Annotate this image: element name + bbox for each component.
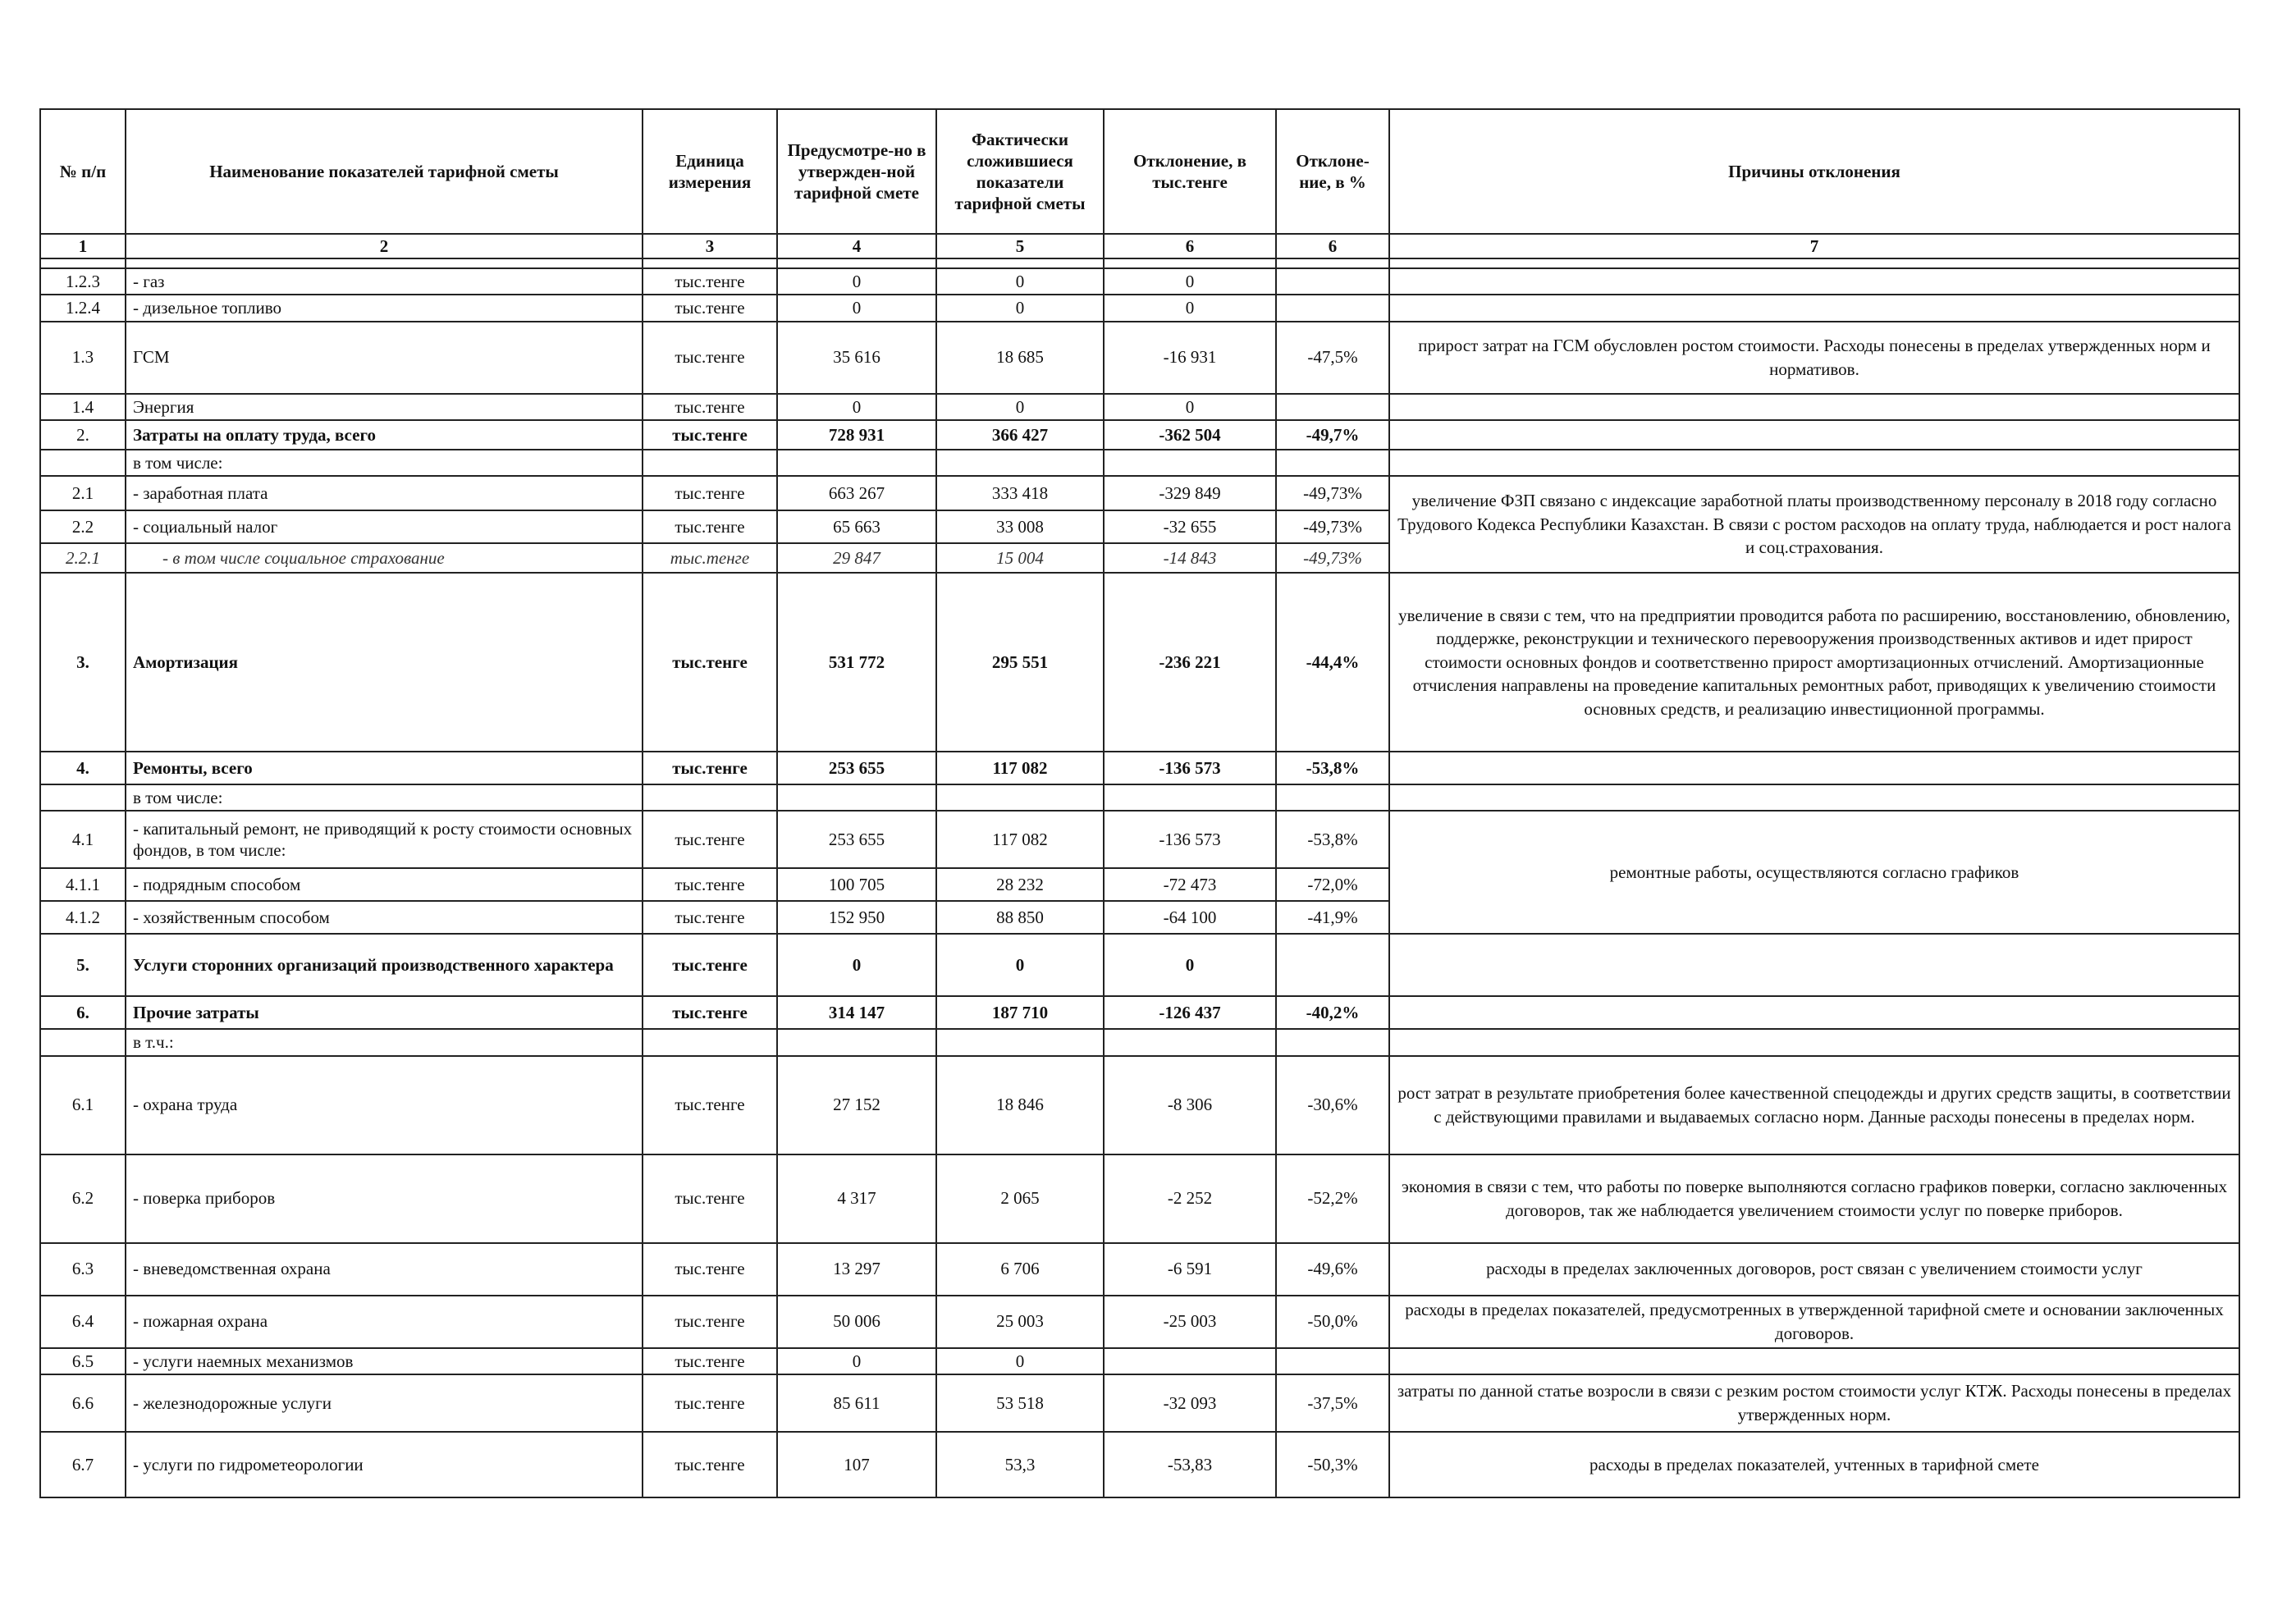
row-actual: 0 [936, 1348, 1104, 1374]
row-name: - хозяйственным способом [126, 901, 643, 934]
table-row [40, 322, 2239, 394]
row-name: - в том числе социальное страхование [126, 543, 643, 573]
row-unit: тыс.тенге [643, 1348, 777, 1374]
row-planned: 29 847 [777, 543, 936, 573]
row-actual: 25 003 [936, 1296, 1104, 1348]
row-name: Ремонты, всего [126, 752, 643, 784]
table-row [40, 752, 2239, 784]
row-deviation-pct: -49,7% [1276, 420, 1389, 450]
row-unit: тыс.тенге [643, 476, 777, 510]
row-unit [643, 784, 777, 811]
row-unit: тыс.тенге [643, 1154, 777, 1243]
row-planned [777, 1029, 936, 1055]
row-deviation-pct: -30,6% [1276, 1056, 1389, 1154]
row-reason [1389, 1029, 2239, 1055]
row-actual [936, 450, 1104, 476]
row-unit: тыс.тенге [643, 394, 777, 420]
row-number: 6.6 [40, 1374, 126, 1432]
row-name: - дизельное топливо [126, 295, 643, 321]
row-number: 1.3 [40, 322, 126, 394]
row-planned: 107 [777, 1432, 936, 1497]
row-unit: тыс.тенге [643, 1374, 777, 1432]
row-unit [643, 450, 777, 476]
row-number: 6.4 [40, 1296, 126, 1348]
row-name: Услуги сторонних организаций производственного характера [126, 934, 643, 996]
table-header-row [40, 109, 2239, 234]
table-body [40, 268, 2239, 1497]
table-row [40, 996, 2239, 1029]
row-actual: 0 [936, 268, 1104, 295]
row-actual: 0 [936, 394, 1104, 420]
row-planned: 27 152 [777, 1056, 936, 1154]
row-actual [936, 784, 1104, 811]
row-deviation-abs [1104, 784, 1276, 811]
row-number: 1.2.3 [40, 268, 126, 295]
row-number: 1.2.4 [40, 295, 126, 321]
table-row [40, 1432, 2239, 1497]
row-deviation-abs: 0 [1104, 268, 1276, 295]
row-deviation-pct: -49,73% [1276, 510, 1389, 543]
row-reason: рост затрат в результате приобретения более качественной спецодежды и других средств защиты, в соответствии с действующими правилами и выдаваемых согласно норм. Данные расходы понесены в пределах норм. [1389, 1056, 2239, 1154]
row-actual: 88 850 [936, 901, 1104, 934]
row-deviation-pct: -41,9% [1276, 901, 1389, 934]
row-reason: увеличение ФЗП связано с индексацие заработной платы производственному персоналу в 2018 году согласно Трудового Кодекса Республики Казахстан. В связи с ростом расходов на оплату труда, наблюдается и рост налога и соц.страхования. [1389, 476, 2239, 573]
row-planned: 0 [777, 934, 936, 996]
row-deviation-abs [1104, 1029, 1276, 1055]
row-planned: 152 950 [777, 901, 936, 934]
row-planned: 100 705 [777, 868, 936, 901]
table-row [40, 1056, 2239, 1154]
row-planned: 314 147 [777, 996, 936, 1029]
row-deviation-pct: -50,0% [1276, 1296, 1389, 1348]
row-deviation-pct [1276, 1029, 1389, 1055]
row-actual: 117 082 [936, 752, 1104, 784]
table-row [40, 934, 2239, 996]
row-number [40, 1029, 126, 1055]
row-planned: 0 [777, 295, 936, 321]
row-number: 1.4 [40, 394, 126, 420]
row-planned: 0 [777, 1348, 936, 1374]
row-deviation-pct: -72,0% [1276, 868, 1389, 901]
row-reason: ремонтные работы, осуществляются согласно графиков [1389, 811, 2239, 934]
row-name: Прочие затраты [126, 996, 643, 1029]
row-actual: 333 418 [936, 476, 1104, 510]
row-name: - услуги наемных механизмов [126, 1348, 643, 1374]
row-planned: 663 267 [777, 476, 936, 510]
row-actual: 0 [936, 295, 1104, 321]
row-planned: 13 297 [777, 1243, 936, 1296]
row-deviation-pct: -49,6% [1276, 1243, 1389, 1296]
row-unit: тыс.тенге [643, 1432, 777, 1497]
row-actual: 366 427 [936, 420, 1104, 450]
row-reason [1389, 1348, 2239, 1374]
row-reason [1389, 996, 2239, 1029]
row-reason [1389, 784, 2239, 811]
row-planned: 35 616 [777, 322, 936, 394]
row-deviation-abs: -236 221 [1104, 573, 1276, 752]
column-number: 6 [1276, 234, 1389, 258]
row-reason: затраты по данной статье возросли в связи с резким ростом стоимости услуг КТЖ. Расходы понесены в пределах утвержденных норм. [1389, 1374, 2239, 1432]
row-deviation-abs: -362 504 [1104, 420, 1276, 450]
table-row [40, 811, 2239, 868]
row-number: 6.5 [40, 1348, 126, 1374]
row-deviation-pct: -53,8% [1276, 752, 1389, 784]
row-planned: 65 663 [777, 510, 936, 543]
row-deviation-abs: -2 252 [1104, 1154, 1276, 1243]
row-reason [1389, 752, 2239, 784]
header-name: Наименование показателей тарифной сметы [126, 109, 643, 234]
table-row [40, 1348, 2239, 1374]
row-name: - подрядным способом [126, 868, 643, 901]
row-deviation-pct: -53,8% [1276, 811, 1389, 868]
row-deviation-abs: -136 573 [1104, 811, 1276, 868]
header-no: № п/п [40, 109, 126, 234]
column-number: 5 [936, 234, 1104, 258]
row-deviation-pct [1276, 268, 1389, 295]
row-deviation-pct: -52,2% [1276, 1154, 1389, 1243]
row-number: 5. [40, 934, 126, 996]
row-actual [936, 1029, 1104, 1055]
row-deviation-abs: -32 655 [1104, 510, 1276, 543]
column-number: 6 [1104, 234, 1276, 258]
header-deviation-abs: Отклонение, в тыс.тенге [1104, 109, 1276, 234]
row-actual: 117 082 [936, 811, 1104, 868]
row-deviation-abs: 0 [1104, 295, 1276, 321]
row-deviation-abs: -6 591 [1104, 1243, 1276, 1296]
column-numbers-row [40, 234, 2239, 258]
row-planned: 728 931 [777, 420, 936, 450]
row-unit: тыс.тенге [643, 543, 777, 573]
row-name: в том числе: [126, 784, 643, 811]
row-number: 6.3 [40, 1243, 126, 1296]
table-row [40, 268, 2239, 295]
row-unit [643, 1029, 777, 1055]
row-name: - охрана труда [126, 1056, 643, 1154]
row-deviation-abs: -25 003 [1104, 1296, 1276, 1348]
row-number: 4.1.1 [40, 868, 126, 901]
row-deviation-abs: -136 573 [1104, 752, 1276, 784]
row-reason [1389, 420, 2239, 450]
row-reason: увеличение в связи с тем, что на предприятии проводится работа по расширению, восстановлению, обновлению, поддержке, реконструкции и технического перевооружения производственных активов и идет прирост стоимости основных фондов и соответственно прирост амортизационных отчислений. Амортизационные отчисления направлены на проведение капитальных ремонтных работ, приводящих к увеличению стоимости основных средств, и реализацию инвестиционной программы. [1389, 573, 2239, 752]
row-reason: экономия в связи с тем, что работы по поверке выполняются согласно графиков поверки, согласно заключенных договоров, так же наблюдается увеличением стоимости услуг по поверке приборов. [1389, 1154, 2239, 1243]
row-unit: тыс.тенге [643, 1243, 777, 1296]
row-deviation-abs: -126 437 [1104, 996, 1276, 1029]
row-actual: 295 551 [936, 573, 1104, 752]
row-deviation-abs: -32 093 [1104, 1374, 1276, 1432]
row-number: 3. [40, 573, 126, 752]
row-deviation-abs [1104, 450, 1276, 476]
column-number: 3 [643, 234, 777, 258]
table-row [40, 295, 2239, 321]
row-deviation-abs: 0 [1104, 934, 1276, 996]
row-deviation-abs: -8 306 [1104, 1056, 1276, 1154]
row-unit: тыс.тенге [643, 1296, 777, 1348]
row-planned: 253 655 [777, 752, 936, 784]
row-actual: 18 685 [936, 322, 1104, 394]
row-number [40, 450, 126, 476]
row-name: - пожарная охрана [126, 1296, 643, 1348]
row-actual: 53,3 [936, 1432, 1104, 1497]
table-row [40, 420, 2239, 450]
row-deviation-pct: -44,4% [1276, 573, 1389, 752]
row-deviation-pct [1276, 295, 1389, 321]
row-reason [1389, 268, 2239, 295]
row-unit: тыс.тенге [643, 752, 777, 784]
row-number [40, 784, 126, 811]
row-reason: прирост затрат на ГСМ обусловлен ростом стоимости. Расходы понесены в пределах утвержденных норм и нормативов. [1389, 322, 2239, 394]
row-deviation-pct [1276, 394, 1389, 420]
row-deviation-abs: -64 100 [1104, 901, 1276, 934]
row-planned: 50 006 [777, 1296, 936, 1348]
row-actual: 6 706 [936, 1243, 1104, 1296]
table-row [40, 1374, 2239, 1432]
row-reason: расходы в пределах показателей, предусмотренных в утвержденной тарифной смете и основании заключенных договоров. [1389, 1296, 2239, 1348]
row-unit: тыс.тенге [643, 268, 777, 295]
row-deviation-pct: -49,73% [1276, 476, 1389, 510]
row-unit: тыс.тенге [643, 996, 777, 1029]
row-planned: 531 772 [777, 573, 936, 752]
row-name: - услуги по гидрометеорологии [126, 1432, 643, 1497]
row-deviation-pct: -50,3% [1276, 1432, 1389, 1497]
row-planned: 0 [777, 394, 936, 420]
row-planned: 253 655 [777, 811, 936, 868]
row-deviation-pct: -49,73% [1276, 543, 1389, 573]
row-number: 2. [40, 420, 126, 450]
row-actual: 28 232 [936, 868, 1104, 901]
row-unit: тыс.тенге [643, 510, 777, 543]
row-number: 6.7 [40, 1432, 126, 1497]
row-deviation-pct [1276, 1348, 1389, 1374]
row-number: 6. [40, 996, 126, 1029]
table-row [40, 394, 2239, 420]
row-planned: 4 317 [777, 1154, 936, 1243]
row-deviation-pct [1276, 784, 1389, 811]
row-deviation-abs [1104, 1348, 1276, 1374]
row-name: Амортизация [126, 573, 643, 752]
table-row [40, 450, 2239, 476]
row-deviation-pct [1276, 934, 1389, 996]
table-row [40, 476, 2239, 510]
table-row [40, 784, 2239, 811]
table-row [40, 1243, 2239, 1296]
column-number: 2 [126, 234, 643, 258]
header-spacer-row [40, 258, 2239, 268]
row-deviation-abs: -72 473 [1104, 868, 1276, 901]
row-deviation-abs: 0 [1104, 394, 1276, 420]
column-number: 1 [40, 234, 126, 258]
row-unit: тыс.тенге [643, 573, 777, 752]
row-name: - газ [126, 268, 643, 295]
tariff-estimate-table [39, 108, 2240, 1498]
row-unit: тыс.тенге [643, 322, 777, 394]
row-number: 4.1.2 [40, 901, 126, 934]
row-planned: 85 611 [777, 1374, 936, 1432]
row-name: - поверка приборов [126, 1154, 643, 1243]
row-deviation-abs: -14 843 [1104, 543, 1276, 573]
table-row [40, 1029, 2239, 1055]
header-unit: Единица измерения [643, 109, 777, 234]
row-planned [777, 784, 936, 811]
row-deviation-pct: -47,5% [1276, 322, 1389, 394]
row-actual: 0 [936, 934, 1104, 996]
row-reason: расходы в пределах заключенных договоров, рост связан с увеличением стоимости услуг [1389, 1243, 2239, 1296]
header-reason: Причины отклонения [1389, 109, 2239, 234]
row-actual: 18 846 [936, 1056, 1104, 1154]
row-number: 4.1 [40, 811, 126, 868]
header-deviation-pct: Отклоне-ние, в % [1276, 109, 1389, 234]
row-number: 4. [40, 752, 126, 784]
row-name: - социальный налог [126, 510, 643, 543]
row-unit: тыс.тенге [643, 811, 777, 868]
row-unit: тыс.тенге [643, 868, 777, 901]
table-row [40, 1296, 2239, 1348]
row-name: в т.ч.: [126, 1029, 643, 1055]
row-actual: 53 518 [936, 1374, 1104, 1432]
row-name: в том числе: [126, 450, 643, 476]
column-number: 4 [777, 234, 936, 258]
row-actual: 33 008 [936, 510, 1104, 543]
row-deviation-pct: -37,5% [1276, 1374, 1389, 1432]
row-deviation-pct [1276, 450, 1389, 476]
row-reason [1389, 295, 2239, 321]
row-planned [777, 450, 936, 476]
row-deviation-abs: -16 931 [1104, 322, 1276, 394]
header-planned: Предусмотре-но в утвержден-ной тарифной смете [777, 109, 936, 234]
table-row [40, 573, 2239, 752]
row-reason [1389, 934, 2239, 996]
row-number: 2.2.1 [40, 543, 126, 573]
row-actual: 2 065 [936, 1154, 1104, 1243]
row-reason [1389, 394, 2239, 420]
row-deviation-abs: -53,83 [1104, 1432, 1276, 1497]
row-name: - вневедомственная охрана [126, 1243, 643, 1296]
row-unit: тыс.тенге [643, 295, 777, 321]
row-reason [1389, 450, 2239, 476]
tariff-estimate-sheet [39, 108, 2239, 1498]
column-number: 7 [1389, 234, 2239, 258]
row-reason: расходы в пределах показателей, учтенных в тарифной смете [1389, 1432, 2239, 1497]
row-planned: 0 [777, 268, 936, 295]
header-actual: Фактически сложившиеся показатели тарифной сметы [936, 109, 1104, 234]
row-unit: тыс.тенге [643, 420, 777, 450]
table-row [40, 1154, 2239, 1243]
row-number: 6.2 [40, 1154, 126, 1243]
row-number: 6.1 [40, 1056, 126, 1154]
row-number: 2.1 [40, 476, 126, 510]
row-unit: тыс.тенге [643, 1056, 777, 1154]
row-name: - капитальный ремонт, не приводящий к росту стоимости основных фондов, в том числе: [126, 811, 643, 868]
row-unit: тыс.тенге [643, 934, 777, 996]
row-actual: 187 710 [936, 996, 1104, 1029]
row-name: ГСМ [126, 322, 643, 394]
row-name: Затраты на оплату труда, всего [126, 420, 643, 450]
row-name: Энергия [126, 394, 643, 420]
row-unit: тыс.тенге [643, 901, 777, 934]
row-name: - заработная плата [126, 476, 643, 510]
row-name: - железнодорожные услуги [126, 1374, 643, 1432]
row-deviation-abs: -329 849 [1104, 476, 1276, 510]
row-number: 2.2 [40, 510, 126, 543]
row-actual: 15 004 [936, 543, 1104, 573]
row-deviation-pct: -40,2% [1276, 996, 1389, 1029]
